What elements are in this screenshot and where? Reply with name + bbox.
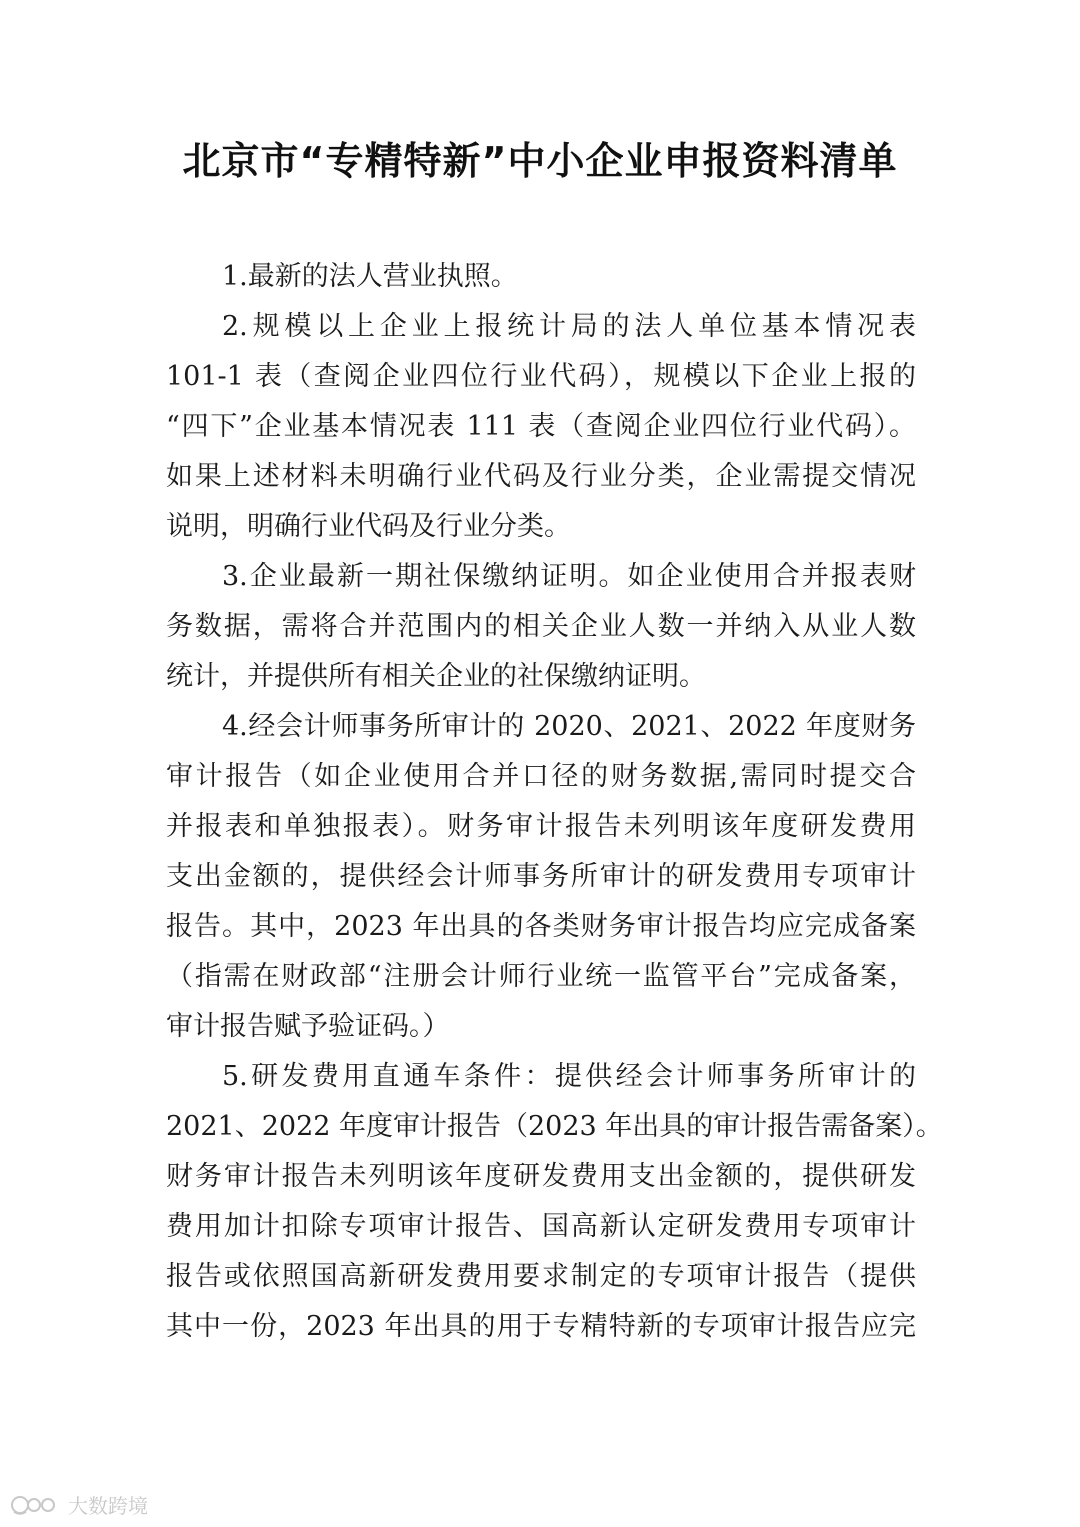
body-line: “四下”企业基本情况表 111 表（查阅企业四位行业代码）。 (166, 411, 916, 442)
brand-logo-icon (10, 1494, 62, 1516)
body-line: 说明，明确行业代码及行业分类。 (166, 511, 571, 542)
body-line: 报告。其中，2023 年出具的各类财务审计报告均应完成备案 (166, 911, 916, 942)
body-line: 4.经会计师事务所审计的 2020、2021、2022 年度财务 (222, 711, 916, 742)
document-body (166, 252, 943, 1352)
document-title: 北京市“专精特新”中小企业申报资料清单 (182, 139, 898, 183)
body-line: 审计报告（如企业使用合并口径的财务数据,需同时提交合 (166, 761, 916, 792)
body-line: 报告或依照国高新研发费用要求制定的专项审计报告（提供 (166, 1261, 916, 1292)
body-line: 2021、2022 年度审计报告（2023 年出具的审计报告需备案）。 (166, 1111, 943, 1142)
body-line: 101-1 表（查阅企业四位行业代码），规模以下企业上报的 (166, 361, 916, 392)
body-line: 审计报告赋予验证码。） (166, 1011, 450, 1042)
watermark (10, 1490, 148, 1519)
body-line: 如果上述材料未明确行业代码及行业分类，企业需提交情况 (166, 461, 916, 492)
body-line: 支出金额的，提供经会计师事务所审计的研发费用专项审计 (166, 861, 916, 892)
body-line: 2.规模以上企业上报统计局的法人单位基本情况表 (222, 311, 916, 342)
body-line: 1.最新的法人营业执照。 (222, 261, 518, 292)
body-line: 财务审计报告未列明该年度研发费用支出金额的，提供研发 (166, 1161, 916, 1192)
watermark-text: 大数跨境 (68, 1494, 148, 1518)
body-line: 其中一份，2023 年出具的用于专精特新的专项审计报告应完 (166, 1311, 916, 1342)
body-line: 费用加计扣除专项审计报告、国高新认定研发费用专项审计 (166, 1211, 916, 1242)
body-line: （指需在财政部“注册会计师行业统一监管平台”完成备案， (166, 961, 916, 992)
body-line: 并报表和单独报表）。财务审计报告未列明该年度研发费用 (166, 811, 916, 842)
body-line: 3.企业最新一期社保缴纳证明。如企业使用合并报表财 (222, 561, 916, 592)
body-line: 统计，并提供所有相关企业的社保缴纳证明。 (166, 661, 706, 692)
body-line: 5.研发费用直通车条件：提供经会计师事务所审计的 (222, 1061, 916, 1092)
body-line: 务数据，需将合并范围内的相关企业人数一并纳入从业人数 (166, 611, 916, 642)
